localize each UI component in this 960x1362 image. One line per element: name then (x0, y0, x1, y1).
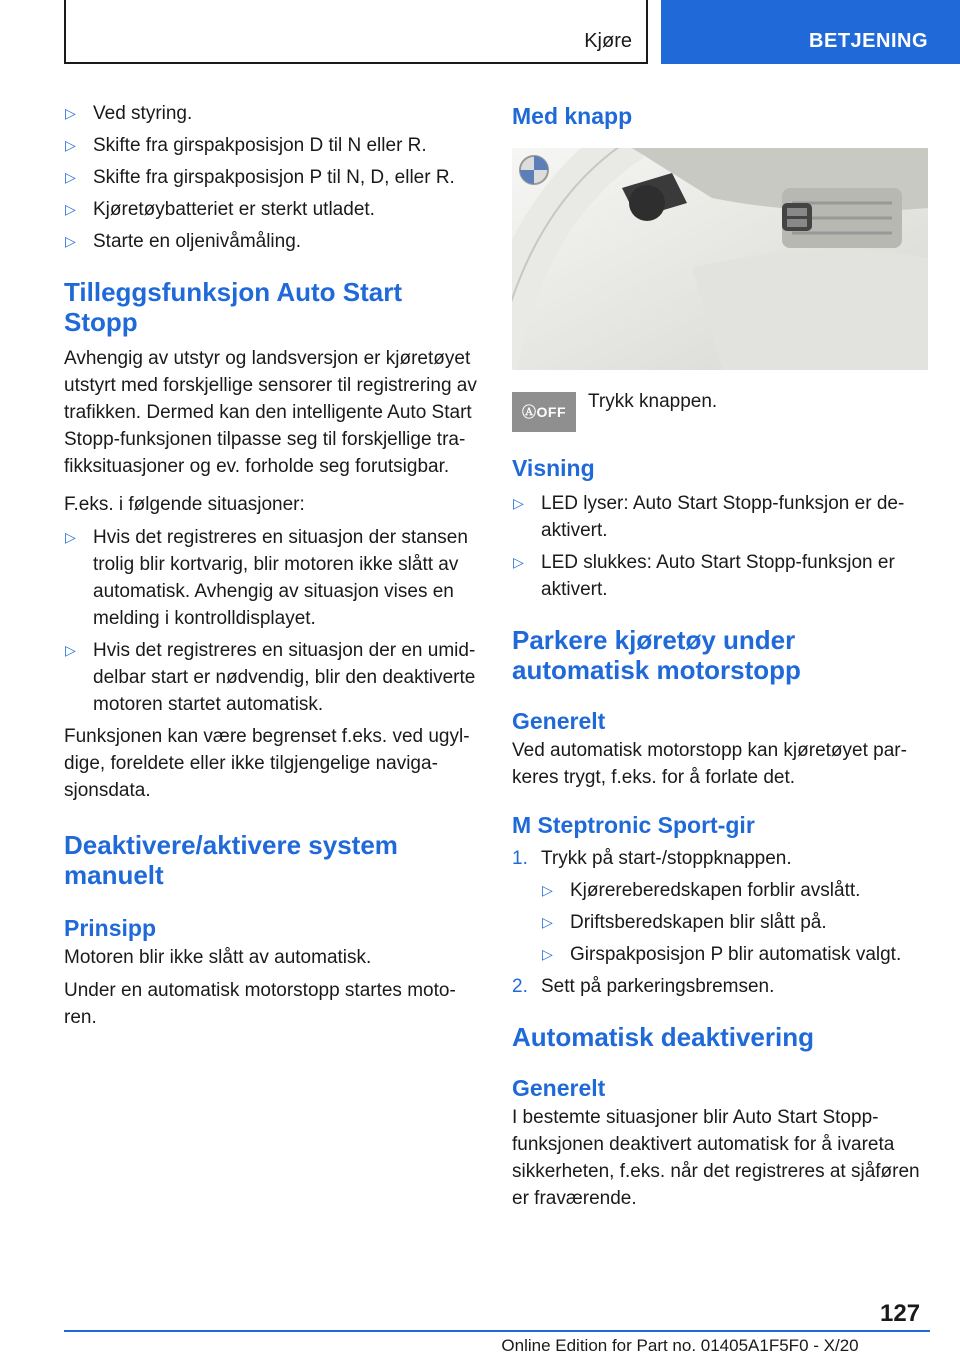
list-item: ▷ LED slukkes: Auto Start Stopp-funksjon er aktivert. (512, 549, 928, 603)
triangle-bullet-icon: ▷ (65, 105, 76, 121)
triangle-bullet-icon: ▷ (513, 495, 524, 511)
heading-with-button: Med knapp (512, 103, 633, 129)
section-title: BETJENING (809, 30, 928, 52)
paragraph: Funksjonen kan være begrenset f.eks. ved ugyldige, foreldete eller ikke tilgjengelige navigasjonsdata. (64, 726, 470, 801)
heading-deactivate-manually: Deaktivere/aktivere system manuelt (64, 830, 398, 890)
paragraph: F.eks. i følgende situasjoner: (64, 494, 305, 515)
paragraph: Ved automatisk motorstopp kan kjøretøyet parkeres trygt, f.eks. for å forlate det. (512, 740, 907, 788)
edition-note: Online Edition for Part no. 01405A1F5F0 - X/20 (501, 1336, 859, 1355)
list-item: ▷ Driftsberedskapen blir slått på. (541, 909, 928, 936)
page-number: 127 (880, 1300, 921, 1327)
heading-auto-deactivation: Automatisk deaktivering (512, 1022, 814, 1052)
triangle-bullet-icon: ▷ (542, 882, 553, 898)
triangle-bullet-icon: ▷ (65, 201, 76, 217)
heading-steptronic: M Steptronic Sport-gir (512, 812, 755, 838)
list-item: 1. Trykk på start-/stoppknappen. ▷ Kjørereberedskapen forblir avslått. ▷ Driftsberedskapen blir slått på. ▷ Girspakposisjon P blir automatisk valgt. (512, 845, 928, 968)
triangle-bullet-icon: ▷ (65, 529, 76, 545)
list-item: ▷ Ved styring. (64, 100, 480, 127)
paragraph: Under en automatisk motorstopp startes motoren. (64, 980, 456, 1028)
list-item: ▷ Kjørereberedskapen forblir avslått. (541, 877, 928, 904)
dashboard-photo (512, 148, 928, 370)
triangle-bullet-icon: ▷ (65, 169, 76, 185)
heading-general: Generelt (512, 1075, 606, 1101)
triangle-bullet-icon: ▷ (542, 914, 553, 930)
auto-start-stop-off-button-icon: ⒶOFF (512, 392, 576, 432)
situations-list (64, 524, 480, 718)
heading-park-vehicle: Parkere kjøretøy under automatisk motorstopp (512, 625, 801, 685)
heading-auto-start-stop: Tilleggsfunksjon Auto Start Stopp (64, 277, 403, 337)
header-section-box (661, 0, 960, 64)
sub-list (541, 877, 928, 968)
paragraph: Motoren blir ikke slått av automatisk. (64, 947, 372, 968)
chapter-title: Kjøre (584, 30, 632, 52)
triangle-bullet-icon: ▷ (65, 642, 76, 658)
list-item: ▷ Kjøretøybatteriet er sterkt utladet. (64, 196, 480, 223)
list-item: ▷ Hvis det registreres en situasjon der stansen trolig blir kortvarig, blir motoren ikke slått av automatisk. Avhengig av situasjon vises en melding i kontrolldisplayet. (64, 524, 480, 632)
paragraph: Avhengig av utstyr og landsversjon er kjøretøyet utstyrt med forskjellige sensorer til registrering av trafikken. Dermed kan den intelligente Auto Start Stopp-funksjonen tilpasse seg til forskjellige trafikksituasjoner og ev. forholde seg forutsigbar. (64, 348, 477, 477)
list-item: ▷ Hvis det registreres en situasjon der en umiddelbar start er nødvendig, blir den deaktiverte motoren startet automatisk. (64, 637, 480, 718)
triangle-bullet-icon: ▷ (513, 554, 524, 570)
header-chapter-box (64, 0, 648, 64)
triangle-bullet-icon: ▷ (65, 137, 76, 153)
footer-divider (64, 1330, 930, 1332)
button-instruction: Trykk knappen. (588, 391, 718, 412)
left-column (64, 100, 480, 1042)
heading-display: Visning (512, 455, 595, 481)
step-number: 1. (512, 848, 528, 869)
conditions-list (64, 100, 480, 255)
heading-general: Generelt (512, 708, 606, 734)
paragraph: I bestemte situasjoner blir Auto Start Stopp-funksjonen deaktivert automatisk for å ivareta sikkerheten, f.eks. når det registreres at sjåføren er fraværende. (512, 1107, 920, 1209)
triangle-bullet-icon: ▷ (65, 233, 76, 249)
triangle-bullet-icon: ▷ (542, 946, 553, 962)
press-button-row (512, 388, 928, 440)
list-item: ▷ Skifte fra girspakposisjon P til N, D, eller R. (64, 164, 480, 191)
list-item: ▷ Starte en oljenivåmåling. (64, 228, 480, 255)
heading-principle: Prinsipp (64, 915, 157, 941)
list-item: ▷ Girspakposisjon P blir automatisk valgt. (541, 941, 928, 968)
step-number: 2. (512, 976, 528, 997)
list-item: ▷ LED lyser: Auto Start Stopp-funksjon er deaktivert. (512, 490, 928, 544)
list-item: 2. Sett på parkeringsbremsen. (512, 973, 928, 1000)
right-column (512, 100, 928, 1223)
steps-list (512, 845, 928, 1000)
display-list (512, 490, 928, 603)
list-item: ▷ Skifte fra girspakposisjon D til N eller R. (64, 132, 480, 159)
